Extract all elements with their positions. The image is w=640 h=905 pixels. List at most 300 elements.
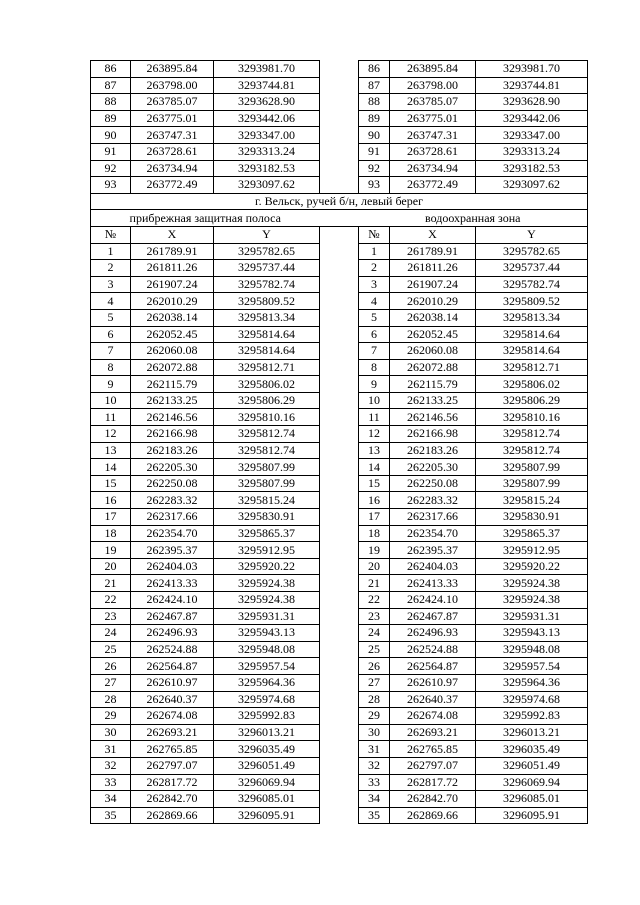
left-no-cell: 89 xyxy=(91,110,131,127)
right-y-cell: 3295920.22 xyxy=(476,558,588,575)
right-col-no: № xyxy=(359,226,390,243)
gap-cell xyxy=(320,658,359,675)
table-row xyxy=(91,558,588,575)
table-row xyxy=(91,260,588,277)
right-no-cell: 34 xyxy=(359,791,390,808)
left-no-cell: 23 xyxy=(91,608,131,625)
left-no-cell: 31 xyxy=(91,741,131,758)
right-y-cell: 3295948.08 xyxy=(476,641,588,658)
right-x-cell: 262250.08 xyxy=(390,475,476,492)
right-x-cell: 262817.72 xyxy=(390,774,476,791)
left-col-no: № xyxy=(91,226,131,243)
right-no-cell: 13 xyxy=(359,442,390,459)
left-no-cell: 24 xyxy=(91,625,131,642)
right-x-cell: 262205.30 xyxy=(390,459,476,476)
right-no-cell: 4 xyxy=(359,293,390,310)
gap-cell xyxy=(320,807,359,824)
right-no-cell: 91 xyxy=(359,143,390,160)
table-row xyxy=(91,807,588,824)
right-x-cell: 262038.14 xyxy=(390,309,476,326)
left-y-cell: 3293981.70 xyxy=(214,61,320,78)
right-no-cell: 7 xyxy=(359,343,390,360)
left-no-cell: 7 xyxy=(91,343,131,360)
gap-cell xyxy=(320,592,359,609)
left-x-cell: 262467.87 xyxy=(131,608,214,625)
left-x-cell: 263772.49 xyxy=(131,177,214,194)
header-gap xyxy=(320,210,359,227)
left-no-cell: 26 xyxy=(91,658,131,675)
table-row xyxy=(91,509,588,526)
right-x-cell: 262060.08 xyxy=(390,343,476,360)
right-no-cell: 12 xyxy=(359,426,390,443)
table-row xyxy=(91,409,588,426)
gap-cell xyxy=(320,94,359,111)
left-y-cell: 3295943.13 xyxy=(214,625,320,642)
left-no-cell: 90 xyxy=(91,127,131,144)
right-y-cell: 3296013.21 xyxy=(476,724,588,741)
gap-cell xyxy=(320,293,359,310)
right-y-cell: 3295809.52 xyxy=(476,293,588,310)
right-x-cell: 262693.21 xyxy=(390,724,476,741)
right-y-cell: 3293313.24 xyxy=(476,143,588,160)
left-no-cell: 1 xyxy=(91,243,131,260)
gap-cell xyxy=(320,260,359,277)
gap-cell xyxy=(320,741,359,758)
left-no-cell: 87 xyxy=(91,77,131,94)
table-row xyxy=(91,459,588,476)
gap-cell xyxy=(320,791,359,808)
table-row xyxy=(91,592,588,609)
gap-cell xyxy=(320,326,359,343)
right-y-cell: 3295912.95 xyxy=(476,542,588,559)
right-x-cell: 263772.49 xyxy=(390,177,476,194)
left-no-cell: 34 xyxy=(91,791,131,808)
left-x-cell: 262250.08 xyxy=(131,475,214,492)
left-y-cell: 3295737.44 xyxy=(214,260,320,277)
right-x-cell: 262052.45 xyxy=(390,326,476,343)
right-y-cell: 3293097.62 xyxy=(476,177,588,194)
left-col-y: Y xyxy=(214,226,320,243)
left-no-cell: 14 xyxy=(91,459,131,476)
left-y-cell: 3295924.38 xyxy=(214,575,320,592)
coordinates-document xyxy=(90,60,587,824)
right-y-cell: 3295815.24 xyxy=(476,492,588,509)
gap-cell xyxy=(320,674,359,691)
right-y-cell: 3295812.74 xyxy=(476,442,588,459)
right-no-cell: 26 xyxy=(359,658,390,675)
left-no-cell: 10 xyxy=(91,392,131,409)
gap-cell xyxy=(320,77,359,94)
left-no-cell: 18 xyxy=(91,525,131,542)
table-row xyxy=(91,293,588,310)
table-row xyxy=(91,309,588,326)
main-rows xyxy=(91,243,588,824)
table-row xyxy=(91,326,588,343)
right-x-cell: 263785.07 xyxy=(390,94,476,111)
right-header: водоохранная зона xyxy=(359,210,588,227)
left-x-cell: 262674.08 xyxy=(131,708,214,725)
right-y-cell: 3296095.91 xyxy=(476,807,588,824)
left-no-cell: 29 xyxy=(91,708,131,725)
right-y-cell: 3295813.34 xyxy=(476,309,588,326)
gap-cell xyxy=(320,426,359,443)
left-y-cell: 3296069.94 xyxy=(214,774,320,791)
right-x-cell: 261811.26 xyxy=(390,260,476,277)
left-x-cell: 262693.21 xyxy=(131,724,214,741)
left-y-cell: 3295782.65 xyxy=(214,243,320,260)
gap-cell xyxy=(320,442,359,459)
right-no-cell: 15 xyxy=(359,475,390,492)
right-x-cell: 263775.01 xyxy=(390,110,476,127)
right-x-cell: 262640.37 xyxy=(390,691,476,708)
left-x-cell: 262564.87 xyxy=(131,658,214,675)
left-no-cell: 19 xyxy=(91,542,131,559)
gap-cell xyxy=(320,110,359,127)
right-no-cell: 93 xyxy=(359,177,390,194)
gap-cell xyxy=(320,774,359,791)
gap-cell xyxy=(320,376,359,393)
left-no-cell: 86 xyxy=(91,61,131,78)
left-x-cell: 262395.37 xyxy=(131,542,214,559)
table-row xyxy=(91,392,588,409)
right-y-cell: 3295865.37 xyxy=(476,525,588,542)
table-row xyxy=(91,625,588,642)
left-no-cell: 4 xyxy=(91,293,131,310)
right-no-cell: 10 xyxy=(359,392,390,409)
table-row xyxy=(91,442,588,459)
left-y-cell: 3295782.74 xyxy=(214,276,320,293)
left-x-cell: 262072.88 xyxy=(131,359,214,376)
gap-cell xyxy=(320,608,359,625)
right-no-cell: 30 xyxy=(359,724,390,741)
right-x-cell: 262842.70 xyxy=(390,791,476,808)
coordinates-table xyxy=(90,60,588,824)
table-row xyxy=(91,791,588,808)
left-x-cell: 262166.98 xyxy=(131,426,214,443)
left-x-cell: 262183.26 xyxy=(131,442,214,459)
table-row xyxy=(91,61,588,78)
left-no-cell: 21 xyxy=(91,575,131,592)
left-y-cell: 3295807.99 xyxy=(214,459,320,476)
table-row xyxy=(91,359,588,376)
left-y-cell: 3295814.64 xyxy=(214,326,320,343)
left-y-cell: 3295924.38 xyxy=(214,592,320,609)
left-x-cell: 262060.08 xyxy=(131,343,214,360)
left-no-cell: 16 xyxy=(91,492,131,509)
gap-cell xyxy=(320,708,359,725)
right-no-cell: 17 xyxy=(359,509,390,526)
table-row xyxy=(91,741,588,758)
right-y-cell: 3293628.90 xyxy=(476,94,588,111)
right-no-cell: 19 xyxy=(359,542,390,559)
left-x-cell: 262424.10 xyxy=(131,592,214,609)
left-no-cell: 91 xyxy=(91,143,131,160)
left-x-cell: 262354.70 xyxy=(131,525,214,542)
table-row xyxy=(91,160,588,177)
right-y-cell: 3293347.00 xyxy=(476,127,588,144)
left-y-cell: 3295815.24 xyxy=(214,492,320,509)
right-no-cell: 24 xyxy=(359,625,390,642)
left-x-cell: 262038.14 xyxy=(131,309,214,326)
right-y-cell: 3296085.01 xyxy=(476,791,588,808)
right-x-cell: 262133.25 xyxy=(390,392,476,409)
right-y-cell: 3293442.06 xyxy=(476,110,588,127)
right-no-cell: 25 xyxy=(359,641,390,658)
left-y-cell: 3293313.24 xyxy=(214,143,320,160)
left-no-cell: 35 xyxy=(91,807,131,824)
left-no-cell: 28 xyxy=(91,691,131,708)
right-x-cell: 262354.70 xyxy=(390,525,476,542)
gap-cell xyxy=(320,459,359,476)
left-y-cell: 3295931.31 xyxy=(214,608,320,625)
right-x-cell: 263734.94 xyxy=(390,160,476,177)
table-row xyxy=(91,110,588,127)
table-row xyxy=(91,708,588,725)
right-no-cell: 3 xyxy=(359,276,390,293)
right-y-cell: 3296051.49 xyxy=(476,757,588,774)
right-y-cell: 3295964.36 xyxy=(476,674,588,691)
right-no-cell: 22 xyxy=(359,592,390,609)
left-x-cell: 262869.66 xyxy=(131,807,214,824)
left-x-cell: 262010.29 xyxy=(131,293,214,310)
right-y-cell: 3295992.83 xyxy=(476,708,588,725)
left-y-cell: 3295964.36 xyxy=(214,674,320,691)
left-x-cell: 261907.24 xyxy=(131,276,214,293)
right-x-cell: 262610.97 xyxy=(390,674,476,691)
left-no-cell: 32 xyxy=(91,757,131,774)
right-y-cell: 3295812.74 xyxy=(476,426,588,443)
gap-cell xyxy=(320,392,359,409)
right-x-cell: 262115.79 xyxy=(390,376,476,393)
right-x-cell: 263798.00 xyxy=(390,77,476,94)
left-y-cell: 3295920.22 xyxy=(214,558,320,575)
left-y-cell: 3295813.34 xyxy=(214,309,320,326)
left-y-cell: 3293182.53 xyxy=(214,160,320,177)
right-y-cell: 3295782.74 xyxy=(476,276,588,293)
left-y-cell: 3295809.52 xyxy=(214,293,320,310)
gap-cell xyxy=(320,143,359,160)
left-header: прибрежная защитная полоса xyxy=(91,210,320,227)
right-no-cell: 87 xyxy=(359,77,390,94)
gap-cell xyxy=(320,691,359,708)
left-x-cell: 262115.79 xyxy=(131,376,214,393)
table-row xyxy=(91,575,588,592)
left-no-cell: 17 xyxy=(91,509,131,526)
right-no-cell: 31 xyxy=(359,741,390,758)
gap-cell xyxy=(320,177,359,194)
right-y-cell: 3295782.65 xyxy=(476,243,588,260)
right-x-cell: 262010.29 xyxy=(390,293,476,310)
right-x-cell: 262869.66 xyxy=(390,807,476,824)
table-row xyxy=(91,426,588,443)
left-y-cell: 3293628.90 xyxy=(214,94,320,111)
left-col-x: X xyxy=(131,226,214,243)
right-x-cell: 263747.31 xyxy=(390,127,476,144)
left-y-cell: 3295974.68 xyxy=(214,691,320,708)
right-y-cell: 3296069.94 xyxy=(476,774,588,791)
left-no-cell: 2 xyxy=(91,260,131,277)
gap-cell xyxy=(320,359,359,376)
right-no-cell: 5 xyxy=(359,309,390,326)
table-row xyxy=(91,177,588,194)
right-y-cell: 3293182.53 xyxy=(476,160,588,177)
right-y-cell: 3295806.02 xyxy=(476,376,588,393)
right-no-cell: 23 xyxy=(359,608,390,625)
gap-cell xyxy=(320,475,359,492)
left-y-cell: 3296051.49 xyxy=(214,757,320,774)
gap-cell xyxy=(320,525,359,542)
gap-cell xyxy=(320,492,359,509)
left-x-cell: 262146.56 xyxy=(131,409,214,426)
right-y-cell: 3295814.64 xyxy=(476,343,588,360)
table-row xyxy=(91,475,588,492)
left-y-cell: 3295957.54 xyxy=(214,658,320,675)
right-y-cell: 3295810.16 xyxy=(476,409,588,426)
table-row xyxy=(91,658,588,675)
right-no-cell: 28 xyxy=(359,691,390,708)
right-x-cell: 262424.10 xyxy=(390,592,476,609)
left-x-cell: 263728.61 xyxy=(131,143,214,160)
left-no-cell: 88 xyxy=(91,94,131,111)
right-y-cell: 3295814.64 xyxy=(476,326,588,343)
left-y-cell: 3295992.83 xyxy=(214,708,320,725)
left-x-cell: 262317.66 xyxy=(131,509,214,526)
left-x-cell: 261811.26 xyxy=(131,260,214,277)
left-no-cell: 13 xyxy=(91,442,131,459)
right-y-cell: 3295830.91 xyxy=(476,509,588,526)
table-row xyxy=(91,674,588,691)
left-x-cell: 262817.72 xyxy=(131,774,214,791)
left-no-cell: 22 xyxy=(91,592,131,609)
right-x-cell: 262765.85 xyxy=(390,741,476,758)
table-row xyxy=(91,757,588,774)
gap-cell xyxy=(320,625,359,642)
gap-cell xyxy=(320,542,359,559)
right-no-cell: 20 xyxy=(359,558,390,575)
right-no-cell: 18 xyxy=(359,525,390,542)
right-no-cell: 1 xyxy=(359,243,390,260)
right-x-cell: 262283.32 xyxy=(390,492,476,509)
col-gap xyxy=(320,226,359,243)
left-x-cell: 263895.84 xyxy=(131,61,214,78)
table-row xyxy=(91,724,588,741)
left-no-cell: 3 xyxy=(91,276,131,293)
left-x-cell: 262524.88 xyxy=(131,641,214,658)
gap-cell xyxy=(320,558,359,575)
left-x-cell: 261789.91 xyxy=(131,243,214,260)
right-col-y: Y xyxy=(476,226,588,243)
right-y-cell: 3295931.31 xyxy=(476,608,588,625)
left-y-cell: 3295948.08 xyxy=(214,641,320,658)
left-x-cell: 263775.01 xyxy=(131,110,214,127)
section-title: г. Вельск, ручей б/н, левый берег xyxy=(91,193,588,210)
right-y-cell: 3295807.99 xyxy=(476,475,588,492)
gap-cell xyxy=(320,61,359,78)
left-y-cell: 3295830.91 xyxy=(214,509,320,526)
gap-cell xyxy=(320,575,359,592)
right-col-x: X xyxy=(390,226,476,243)
left-y-cell: 3293097.62 xyxy=(214,177,320,194)
left-no-cell: 25 xyxy=(91,641,131,658)
left-no-cell: 8 xyxy=(91,359,131,376)
gap-cell xyxy=(320,309,359,326)
gap-cell xyxy=(320,343,359,360)
right-x-cell: 262524.88 xyxy=(390,641,476,658)
right-x-cell: 262072.88 xyxy=(390,359,476,376)
right-no-cell: 11 xyxy=(359,409,390,426)
gap-cell xyxy=(320,757,359,774)
left-no-cell: 15 xyxy=(91,475,131,492)
table-row xyxy=(91,376,588,393)
table-row xyxy=(91,641,588,658)
table-row xyxy=(91,608,588,625)
table-row xyxy=(91,77,588,94)
left-no-cell: 20 xyxy=(91,558,131,575)
right-no-cell: 8 xyxy=(359,359,390,376)
right-x-cell: 263728.61 xyxy=(390,143,476,160)
right-y-cell: 3295807.99 xyxy=(476,459,588,476)
table-row xyxy=(91,127,588,144)
right-y-cell: 3295924.38 xyxy=(476,575,588,592)
right-no-cell: 88 xyxy=(359,94,390,111)
right-no-cell: 32 xyxy=(359,757,390,774)
top-rows xyxy=(91,61,588,194)
left-y-cell: 3295807.99 xyxy=(214,475,320,492)
gap-cell xyxy=(320,509,359,526)
table-row xyxy=(91,276,588,293)
right-x-cell: 261907.24 xyxy=(390,276,476,293)
left-x-cell: 262205.30 xyxy=(131,459,214,476)
left-no-cell: 6 xyxy=(91,326,131,343)
left-no-cell: 33 xyxy=(91,774,131,791)
left-x-cell: 262765.85 xyxy=(131,741,214,758)
left-x-cell: 263747.31 xyxy=(131,127,214,144)
right-no-cell: 16 xyxy=(359,492,390,509)
left-no-cell: 92 xyxy=(91,160,131,177)
right-x-cell: 262395.37 xyxy=(390,542,476,559)
left-y-cell: 3295810.16 xyxy=(214,409,320,426)
right-x-cell: 261789.91 xyxy=(390,243,476,260)
table-row xyxy=(91,243,588,260)
right-x-cell: 262674.08 xyxy=(390,708,476,725)
table-row xyxy=(91,94,588,111)
gap-cell xyxy=(320,127,359,144)
table-row xyxy=(91,542,588,559)
gap-cell xyxy=(320,276,359,293)
gap-cell xyxy=(320,641,359,658)
left-y-cell: 3295865.37 xyxy=(214,525,320,542)
left-y-cell: 3295814.64 xyxy=(214,343,320,360)
left-y-cell: 3295806.29 xyxy=(214,392,320,409)
right-y-cell: 3295974.68 xyxy=(476,691,588,708)
left-x-cell: 262640.37 xyxy=(131,691,214,708)
right-x-cell: 262564.87 xyxy=(390,658,476,675)
right-no-cell: 29 xyxy=(359,708,390,725)
left-y-cell: 3296035.49 xyxy=(214,741,320,758)
table-row xyxy=(91,525,588,542)
right-x-cell: 262413.33 xyxy=(390,575,476,592)
right-y-cell: 3293981.70 xyxy=(476,61,588,78)
right-no-cell: 21 xyxy=(359,575,390,592)
left-y-cell: 3293442.06 xyxy=(214,110,320,127)
left-x-cell: 262496.93 xyxy=(131,625,214,642)
right-no-cell: 6 xyxy=(359,326,390,343)
gap-cell xyxy=(320,243,359,260)
left-no-cell: 5 xyxy=(91,309,131,326)
left-no-cell: 11 xyxy=(91,409,131,426)
left-y-cell: 3295812.71 xyxy=(214,359,320,376)
left-no-cell: 30 xyxy=(91,724,131,741)
